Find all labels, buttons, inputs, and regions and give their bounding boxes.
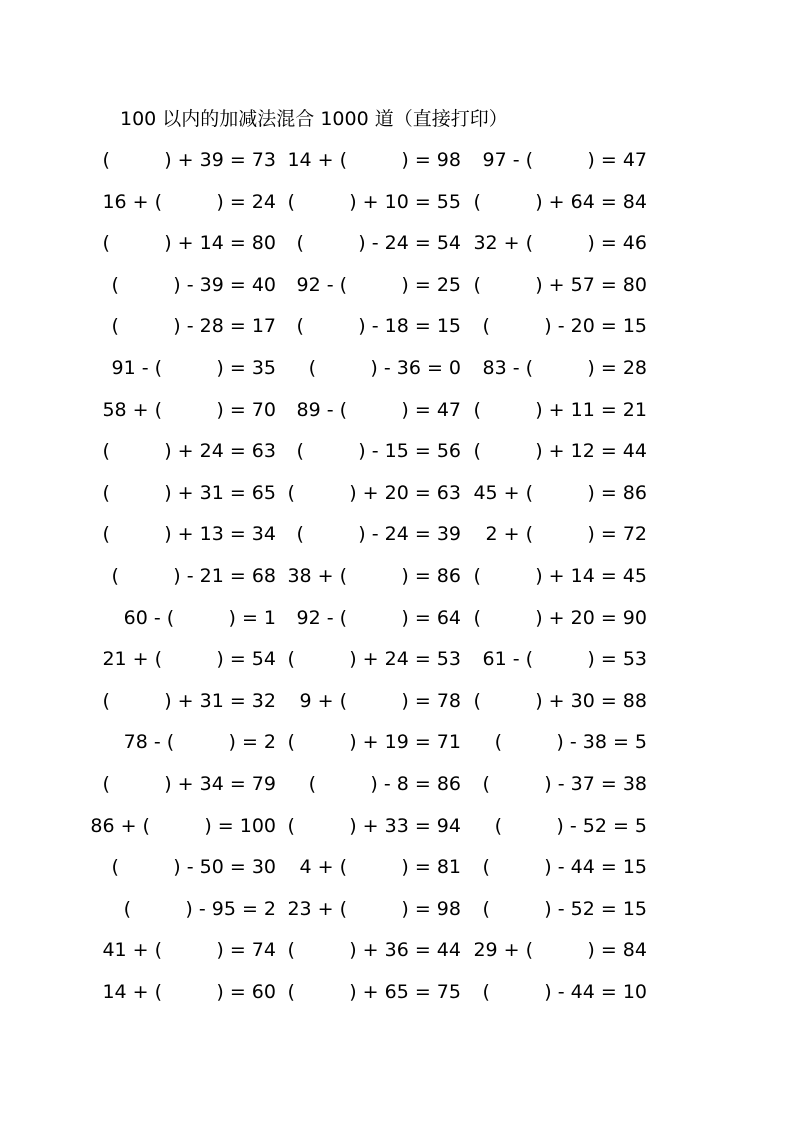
problem-item: ( ) - 24 = 39: [296, 523, 461, 546]
problem-item: ( ) + 24 = 63: [102, 440, 276, 463]
problem-item: ( ) - 52 = 15: [482, 897, 647, 920]
problem-item: ( ) + 11 = 21: [473, 398, 647, 421]
problem-item: ( ) - 8 = 86: [308, 773, 461, 795]
problem-item: ( ) - 20 = 15: [482, 315, 647, 338]
problem-item: ( ) + 57 = 80: [473, 273, 647, 296]
problem-item: 83 - ( ) = 28: [482, 357, 647, 379]
problem-item: ( ) + 34 = 79: [102, 773, 276, 795]
problem-item: ( ) - 44 = 10: [482, 981, 647, 1003]
page-title: 100 以内的加减法混合 1000 道（直接打印）: [120, 108, 508, 130]
problem-item: 21 + ( ) = 54: [102, 648, 276, 671]
problem-item: ( ) + 10 = 55: [287, 190, 461, 213]
problem-item: 45 + ( ) = 86: [473, 481, 647, 504]
problem-item: 92 - ( ) = 64: [296, 606, 461, 629]
problem-item: 38 + ( ) = 86: [287, 565, 461, 587]
problem-item: ( ) + 12 = 44: [473, 440, 647, 463]
problem-item: ( ) + 14 = 45: [473, 565, 647, 587]
problem-item: 91 - ( ) = 35: [111, 357, 276, 379]
problem-item: 9 + ( ) = 78: [299, 689, 461, 712]
problem-item: 4 + ( ) = 81: [299, 856, 461, 879]
problem-item: 60 - ( ) = 1: [123, 606, 276, 629]
problem-item: ( ) - 50 = 30: [111, 856, 276, 879]
problem-item: ( ) - 15 = 56: [296, 440, 461, 463]
problem-item: ( ) - 21 = 68: [111, 565, 276, 587]
problem-item: ( ) - 28 = 17: [111, 315, 276, 338]
problem-item: ( ) + 31 = 32: [102, 689, 276, 712]
problem-item: 97 - ( ) = 47: [482, 149, 647, 171]
problem-item: 29 + ( ) = 84: [473, 939, 647, 962]
problem-item: 23 + ( ) = 98: [287, 897, 461, 920]
problem-item: ( ) + 33 = 94: [287, 814, 461, 837]
problem-item: ( ) - 36 = 0: [308, 357, 461, 379]
problem-item: ( ) - 18 = 15: [296, 315, 461, 338]
problem-item: 89 - ( ) = 47: [296, 398, 461, 421]
problem-item: ( ) + 31 = 65: [102, 481, 276, 504]
problem-item: 58 + ( ) = 70: [102, 398, 276, 421]
problem-item: 2 + ( ) = 72: [485, 523, 647, 546]
problem-item: ( ) + 30 = 88: [473, 689, 647, 712]
problem-item: ( ) + 14 = 80: [102, 232, 276, 255]
problem-item: ( ) + 13 = 34: [102, 523, 276, 546]
problem-item: 16 + ( ) = 24: [102, 190, 276, 213]
problem-item: ( ) + 19 = 71: [287, 731, 461, 754]
problem-item: ( ) + 65 = 75: [287, 981, 461, 1003]
problem-item: ( ) - 44 = 15: [482, 856, 647, 879]
problem-item: ( ) + 20 = 90: [473, 606, 647, 629]
problem-item: 14 + ( ) = 98: [287, 149, 461, 171]
problem-item: ( ) - 52 = 5: [494, 814, 647, 837]
problem-item: 92 - ( ) = 25: [296, 273, 461, 296]
problem-item: ( ) + 24 = 53: [287, 648, 461, 671]
problem-item: 14 + ( ) = 60: [102, 981, 276, 1003]
problem-item: ( ) - 38 = 5: [494, 731, 647, 754]
problem-item: ( ) + 39 = 73: [102, 149, 276, 171]
problem-item: 32 + ( ) = 46: [473, 232, 647, 255]
problem-item: 86 + ( ) = 100: [90, 814, 276, 837]
problem-item: 78 - ( ) = 2: [123, 731, 276, 754]
problem-item: 41 + ( ) = 74: [102, 939, 276, 962]
problem-item: ( ) - 39 = 40: [111, 273, 276, 296]
problem-item: ( ) + 20 = 63: [287, 481, 461, 504]
problem-item: 61 - ( ) = 53: [482, 648, 647, 671]
problem-item: ( ) - 95 = 2: [123, 897, 276, 920]
problem-item: ( ) + 64 = 84: [473, 190, 647, 213]
problem-item: ( ) + 36 = 44: [287, 939, 461, 962]
problem-item: ( ) - 37 = 38: [482, 773, 647, 795]
problem-item: ( ) - 24 = 54: [296, 232, 461, 255]
